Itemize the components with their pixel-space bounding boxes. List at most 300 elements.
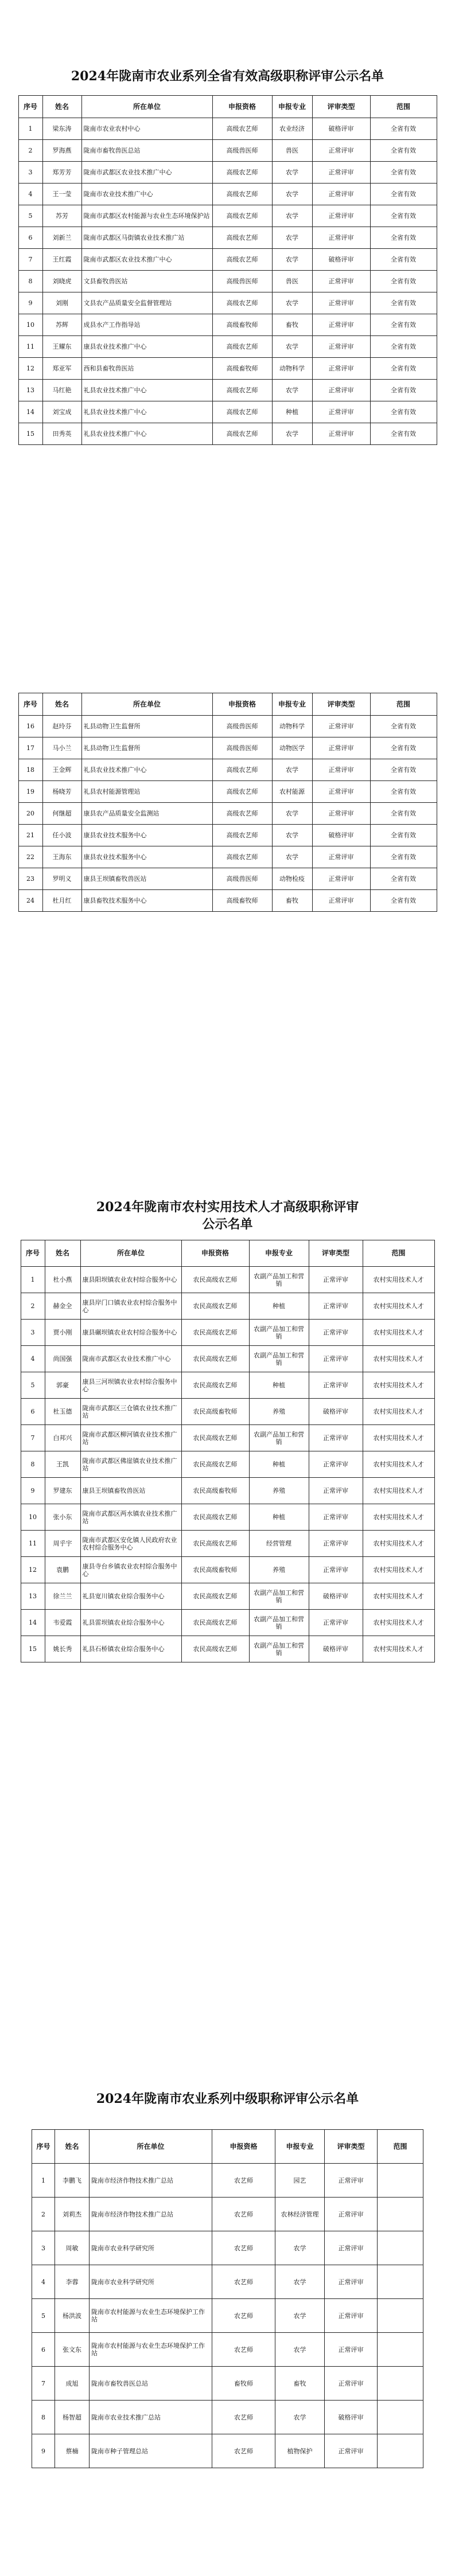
table-cell: 陇南市武都区农业技术推广中心: [80, 1346, 181, 1372]
table-cell: 陇南市武都区农村能源与农业生态环境保护站: [81, 205, 212, 227]
table-cell: 农副产品加工和营销: [249, 1583, 309, 1610]
table-row: [21, 1320, 434, 1346]
table-cell: 农村实用技术人才: [363, 1451, 434, 1478]
table-row: [18, 118, 437, 140]
table-cell: 破格评审: [312, 249, 370, 271]
table-cell: 王耀东: [42, 336, 81, 358]
column-header: 序号: [18, 693, 42, 716]
table-cell: 全省有效: [370, 781, 437, 803]
table-cell: 全省有效: [370, 292, 437, 314]
table-cell: 农村实用技术人才: [363, 1636, 434, 1662]
table-row: [21, 1478, 434, 1504]
column-header: 评审类型: [325, 2130, 378, 2164]
table-cell: 农副产品加工和营销: [249, 1346, 309, 1372]
table-cell: 苏芳: [42, 205, 81, 227]
table-cell: 种植: [249, 1293, 309, 1320]
table-cell: 2: [32, 2198, 55, 2231]
table-cell: 正常评审: [309, 1372, 363, 1399]
table-cell: 正常评审: [312, 380, 370, 401]
table-row: [32, 2231, 423, 2265]
table-cell: 农民高级农艺师: [181, 1504, 249, 1531]
section4-header-row: [32, 2130, 423, 2164]
table-cell: 贾小刚: [45, 1320, 80, 1346]
column-header: 申报专业: [272, 96, 312, 118]
table-cell: 畜牧: [272, 314, 312, 336]
table-cell: 农副产品加工和营销: [249, 1610, 309, 1636]
table-cell: 18: [18, 759, 42, 781]
table-cell: 赵玲芬: [42, 716, 81, 737]
table-row: [21, 1610, 434, 1636]
table-cell: 康县岸门口镇农业农村综合服务中心: [80, 1293, 181, 1320]
table-cell: 农民高级农艺师: [181, 1372, 249, 1399]
table-cell: 礼县宽川镇农业综合服务中心: [80, 1583, 181, 1610]
table-cell: 农民高级农艺师: [181, 1610, 249, 1636]
table-cell: 全省有效: [370, 118, 437, 140]
table-cell: 康县寺台乡镇农业农村综合服务中心: [80, 1557, 181, 1583]
table-cell: 正常评审: [312, 759, 370, 781]
table-cell: 正常评审: [312, 846, 370, 868]
table-cell: 破格评审: [312, 118, 370, 140]
table-cell: 正常评审: [309, 1557, 363, 1583]
table-cell: 5: [21, 1372, 45, 1399]
table-cell: 西和县畜牧兽医站: [81, 358, 212, 380]
table-cell: 正常评审: [312, 890, 370, 912]
table-cell: 动物科学: [272, 358, 312, 380]
table-cell: 全省有效: [370, 380, 437, 401]
table-cell: 杨晓芳: [42, 781, 81, 803]
column-header: 所在单位: [81, 693, 212, 716]
table-cell: 农副产品加工和营销: [249, 1320, 309, 1346]
table-cell: 正常评审: [312, 868, 370, 890]
table-cell: 农副产品加工和营销: [249, 1636, 309, 1662]
table-cell: 高级畜牧师: [212, 358, 272, 380]
table-cell: 农村能源: [272, 781, 312, 803]
section4-title: 2024年陇南市农业系列中级职称评审公示名单: [96, 2091, 359, 2106]
column-header: 申报资格: [181, 1240, 249, 1267]
table-cell: 农村实用技术人才: [363, 1425, 434, 1451]
table-row: [21, 1372, 434, 1399]
table-cell: 农学: [275, 2231, 325, 2265]
table-cell: 12: [21, 1557, 45, 1583]
table-row: [18, 781, 437, 803]
table-cell: 23: [18, 868, 42, 890]
table-cell: 高级农艺师: [212, 336, 272, 358]
table-cell: 王一莹: [42, 184, 81, 205]
table-cell: 高级兽医师: [212, 716, 272, 737]
table-cell: 农民高级畜牧师: [181, 1557, 249, 1583]
column-header: 序号: [18, 96, 42, 118]
table-cell: 农村实用技术人才: [363, 1610, 434, 1636]
section1-title: 2024年陇南市农业系列全省有效高级职称评审公示名单: [71, 69, 384, 84]
table-cell: 农村实用技术人才: [363, 1372, 434, 1399]
table-cell: 农副产品加工和营销: [249, 1267, 309, 1293]
table-cell: 正常评审: [312, 358, 370, 380]
table-cell: 周敏: [55, 2231, 90, 2265]
table-cell: 郑芳芳: [42, 162, 81, 184]
table-cell: 刘刚: [42, 292, 81, 314]
table-cell: 陇南市农村能源与农业生态环境保护工作站: [90, 2333, 212, 2367]
table-cell: 周乎宇: [45, 1531, 80, 1557]
table-cell: 全省有效: [370, 205, 437, 227]
section3-title-line2: 公示名单: [202, 1217, 253, 1232]
table-row: [21, 1267, 434, 1293]
table-cell: 正常评审: [325, 2265, 378, 2299]
table-row: [18, 314, 437, 336]
table-cell: 全省有效: [370, 249, 437, 271]
table-cell: 刘宝成: [42, 401, 81, 423]
table-cell: 农民高级农艺师: [181, 1320, 249, 1346]
table-cell: 农学: [272, 336, 312, 358]
table-row: [18, 140, 437, 162]
section1-table: [18, 95, 437, 445]
column-header: 序号: [32, 2130, 55, 2164]
table-cell: 文县畜牧兽医站: [81, 271, 212, 292]
table-cell: 畜牧师: [212, 2367, 275, 2401]
table-cell: 杜小燕: [45, 1267, 80, 1293]
table-cell: 破格评审: [312, 825, 370, 846]
table-cell: 礼县动物卫生监督所: [81, 737, 212, 759]
table-cell: 正常评审: [309, 1320, 363, 1346]
table-cell: 陇南市武都区三仓镇农业技术推广站: [80, 1399, 181, 1425]
table-cell: 罗建东: [45, 1478, 80, 1504]
table-cell: 农艺师: [212, 2231, 275, 2265]
table-cell: 农艺师: [212, 2164, 275, 2198]
table-row: [21, 1425, 434, 1451]
table-cell: 正常评审: [309, 1267, 363, 1293]
table-cell: 2: [21, 1293, 45, 1320]
table-cell: 兽医: [272, 140, 312, 162]
table-cell: 3: [21, 1320, 45, 1346]
table-cell: 正常评审: [309, 1346, 363, 1372]
table-cell: 康县阳坝镇农业农村综合服务中心: [80, 1267, 181, 1293]
table-cell: 农学: [272, 846, 312, 868]
table-cell: 全省有效: [370, 401, 437, 423]
table-cell: 9: [18, 292, 42, 314]
table-cell: 11: [21, 1531, 45, 1557]
table-cell: 农民高级农艺师: [181, 1636, 249, 1662]
table-cell: 农学: [272, 423, 312, 445]
table-cell: 15: [18, 423, 42, 445]
table-cell: 4: [18, 184, 42, 205]
table-cell: 礼县农业技术推广中心: [81, 401, 212, 423]
table-row: [32, 2299, 423, 2333]
table-cell: 13: [21, 1583, 45, 1610]
table-cell: 高级兽医师: [212, 737, 272, 759]
table-cell: 礼县农业技术推广中心: [81, 759, 212, 781]
table-cell: 植物保护: [275, 2434, 325, 2468]
table-cell: 正常评审: [325, 2299, 378, 2333]
table-cell: 康县王坝镇畜牧兽医站: [81, 868, 212, 890]
table-cell: 1: [32, 2164, 55, 2198]
table-row: [21, 1451, 434, 1478]
table-cell: 康县农业技术服务中心: [81, 825, 212, 846]
table-cell: 高级农艺师: [212, 781, 272, 803]
table-row: [21, 1557, 434, 1583]
table-row: [18, 205, 437, 227]
table-cell: 全省有效: [370, 271, 437, 292]
table-cell: 陇南市农村能源与农业生态环境保护工作站: [90, 2299, 212, 2333]
table-cell: 农民高级农艺师: [181, 1267, 249, 1293]
table-cell: 园艺: [275, 2164, 325, 2198]
table-cell: 农民高级畜牧师: [181, 1478, 249, 1504]
table-cell: 1: [18, 118, 42, 140]
table-row: [32, 2265, 423, 2299]
table-cell: [378, 2333, 423, 2367]
table-cell: 陇南市畜牧兽医总站: [90, 2367, 212, 2401]
table-cell: 12: [18, 358, 42, 380]
table-cell: 高级农艺师: [212, 380, 272, 401]
table-cell: 礼县雷坝镇农业综合服务中心: [80, 1610, 181, 1636]
table-cell: 高级兽医师: [212, 140, 272, 162]
section2-table: [18, 693, 437, 912]
table-cell: [378, 2401, 423, 2434]
table-cell: 7: [32, 2367, 55, 2401]
table-cell: 康县三河坝镇农业农村综合服务中心: [80, 1372, 181, 1399]
table-cell: 徐兰兰: [45, 1583, 80, 1610]
table-cell: 破格评审: [309, 1399, 363, 1425]
table-cell: 种植: [249, 1451, 309, 1478]
table-cell: 农艺师: [212, 2434, 275, 2468]
section1-body: [18, 118, 437, 445]
table-cell: 正常评审: [312, 336, 370, 358]
table-cell: 李蓉: [55, 2265, 90, 2299]
table-cell: 礼县农业技术推广中心: [81, 380, 212, 401]
column-header: 评审类型: [312, 96, 370, 118]
column-header: 评审类型: [312, 693, 370, 716]
table-cell: 梁东涛: [42, 118, 81, 140]
table-row: [18, 184, 437, 205]
table-cell: 全省有效: [370, 314, 437, 336]
table-cell: 农学: [272, 162, 312, 184]
table-cell: 农学: [272, 380, 312, 401]
table-cell: 全省有效: [370, 716, 437, 737]
table-cell: 农村实用技术人才: [363, 1320, 434, 1346]
table-cell: 21: [18, 825, 42, 846]
section3-title-line1: 2024年陇南市农村实用技术人才高级职称评审: [96, 1200, 359, 1215]
table-cell: 礼县石桥镇农业综合服务中心: [80, 1636, 181, 1662]
table-cell: 农民高级农艺师: [181, 1346, 249, 1372]
table-cell: 白邦兴: [45, 1425, 80, 1451]
table-cell: 高级农艺师: [212, 825, 272, 846]
table-cell: 马红艳: [42, 380, 81, 401]
section-senior-agriculture-continued: [0, 693, 455, 912]
table-cell: 郭豪: [45, 1372, 80, 1399]
table-cell: 全省有效: [370, 423, 437, 445]
table-cell: 6: [18, 227, 42, 249]
table-cell: 正常评审: [312, 184, 370, 205]
table-cell: [378, 2198, 423, 2231]
column-header: 范围: [370, 693, 437, 716]
table-cell: 动物医学: [272, 737, 312, 759]
table-cell: 何继超: [42, 803, 81, 825]
table-cell: 正常评审: [325, 2367, 378, 2401]
table-cell: 姚长秀: [45, 1636, 80, 1662]
table-cell: 王金辉: [42, 759, 81, 781]
table-cell: 高级农艺师: [212, 184, 272, 205]
table-cell: 陇南市畜牧兽医总站: [81, 140, 212, 162]
table-cell: 农学: [275, 2401, 325, 2434]
table-cell: 全省有效: [370, 184, 437, 205]
table-cell: 陇南市农业技术推广总站: [90, 2401, 212, 2434]
column-header: 评审类型: [309, 1240, 363, 1267]
table-cell: 全省有效: [370, 803, 437, 825]
table-cell: 15: [21, 1636, 45, 1662]
column-header: 姓名: [42, 96, 81, 118]
table-row: [18, 292, 437, 314]
table-cell: 正常评审: [325, 2434, 378, 2468]
table-cell: 农村实用技术人才: [363, 1531, 434, 1557]
table-cell: 17: [18, 737, 42, 759]
table-cell: 20: [18, 803, 42, 825]
table-cell: 8: [18, 271, 42, 292]
table-row: [18, 162, 437, 184]
column-header: 序号: [21, 1240, 45, 1267]
table-cell: 农村实用技术人才: [363, 1293, 434, 1320]
table-cell: 全省有效: [370, 358, 437, 380]
table-row: [18, 759, 437, 781]
table-cell: 张文东: [55, 2333, 90, 2367]
table-cell: 农艺师: [212, 2333, 275, 2367]
table-cell: [378, 2367, 423, 2401]
section3-body: [21, 1267, 434, 1662]
table-cell: 农民高级农艺师: [181, 1531, 249, 1557]
table-row: [18, 423, 437, 445]
table-cell: 陇南市经济作物技术推广总站: [90, 2164, 212, 2198]
table-cell: 破格评审: [309, 1583, 363, 1610]
table-row: [18, 271, 437, 292]
table-row: [18, 825, 437, 846]
table-cell: 农业经济: [272, 118, 312, 140]
table-cell: 高级农艺师: [212, 249, 272, 271]
table-cell: [378, 2265, 423, 2299]
section2-body: [18, 716, 437, 912]
section3-header-row: [21, 1240, 434, 1267]
column-header: 所在单位: [90, 2130, 212, 2164]
table-cell: 农村实用技术人才: [363, 1346, 434, 1372]
table-cell: 农村实用技术人才: [363, 1557, 434, 1583]
table-cell: 3: [18, 162, 42, 184]
section2-header-row: [18, 693, 437, 716]
table-cell: 农民高级农艺师: [181, 1451, 249, 1478]
table-cell: 李鹏飞: [55, 2164, 90, 2198]
table-cell: 正常评审: [309, 1504, 363, 1531]
table-cell: 高级农艺师: [212, 292, 272, 314]
column-header: 申报专业: [275, 2130, 325, 2164]
column-header: 姓名: [42, 693, 81, 716]
table-cell: 6: [21, 1399, 45, 1425]
table-cell: 种植: [249, 1504, 309, 1531]
table-cell: 正常评审: [309, 1531, 363, 1557]
table-cell: 正常评审: [312, 292, 370, 314]
table-cell: 农学: [275, 2265, 325, 2299]
table-cell: 杨智超: [55, 2401, 90, 2434]
column-header: 范围: [378, 2130, 423, 2164]
table-cell: 韦爱霞: [45, 1610, 80, 1636]
table-cell: 高级农艺师: [212, 205, 272, 227]
table-row: [32, 2401, 423, 2434]
table-cell: 高级畜牧师: [212, 314, 272, 336]
table-cell: [378, 2231, 423, 2265]
table-cell: 畜牧: [275, 2367, 325, 2401]
table-cell: 农学: [272, 759, 312, 781]
table-cell: 7: [18, 249, 42, 271]
table-row: [18, 401, 437, 423]
table-cell: 24: [18, 890, 42, 912]
table-cell: 陇南市农业技术推广中心: [81, 184, 212, 205]
table-cell: 杜玉德: [45, 1399, 80, 1425]
table-cell: 正常评审: [312, 716, 370, 737]
table-cell: 礼县农业技术推广中心: [81, 423, 212, 445]
table-row: [18, 358, 437, 380]
table-cell: 全省有效: [370, 336, 437, 358]
table-cell: 高级畜牧师: [212, 890, 272, 912]
table-cell: 陇南市武都区马街镇农业技术推广站: [81, 227, 212, 249]
table-row: [18, 846, 437, 868]
section-rural-practical-talent: [0, 1199, 455, 1662]
table-cell: 文县农产品质量安全监督管理站: [81, 292, 212, 314]
table-cell: 5: [32, 2299, 55, 2333]
table-cell: 14: [18, 401, 42, 423]
table-cell: 9: [21, 1478, 45, 1504]
table-cell: 康县畜牧技术服务中心: [81, 890, 212, 912]
table-cell: 4: [32, 2265, 55, 2299]
table-cell: 高级农艺师: [212, 162, 272, 184]
table-cell: 陇南市武都区安化镇人民政府农业农村综合服务中心: [80, 1531, 181, 1557]
table-cell: 正常评审: [325, 2333, 378, 2367]
table-cell: 尚国强: [45, 1346, 80, 1372]
section-intermediate-agriculture: [0, 2090, 455, 2468]
table-cell: 陇南市经济作物技术推广总站: [90, 2198, 212, 2231]
table-cell: 成旭: [55, 2367, 90, 2401]
table-cell: 14: [21, 1610, 45, 1636]
table-cell: 农艺师: [212, 2401, 275, 2434]
table-cell: 全省有效: [370, 825, 437, 846]
table-cell: 兽医: [272, 271, 312, 292]
table-cell: 陇南市农业科学研究所: [90, 2231, 212, 2265]
table-row: [21, 1399, 434, 1425]
table-cell: 农村实用技术人才: [363, 1504, 434, 1531]
table-cell: 正常评审: [309, 1610, 363, 1636]
table-cell: 杨洪波: [55, 2299, 90, 2333]
table-cell: 16: [18, 716, 42, 737]
column-header: 姓名: [55, 2130, 90, 2164]
table-cell: 农村实用技术人才: [363, 1478, 434, 1504]
table-cell: 全省有效: [370, 737, 437, 759]
section-senior-agriculture: [0, 68, 455, 445]
table-cell: 刘莉杰: [55, 2198, 90, 2231]
column-header: 所在单位: [80, 1240, 181, 1267]
table-cell: 马小兰: [42, 737, 81, 759]
column-header: 申报资格: [212, 693, 272, 716]
column-header: 范围: [370, 96, 437, 118]
column-header: 申报资格: [212, 96, 272, 118]
table-cell: 康县农业技术服务中心: [81, 846, 212, 868]
table-cell: 康县王坝镇畜牧兽医站: [80, 1478, 181, 1504]
table-cell: 赫金全: [45, 1293, 80, 1320]
table-cell: 破格评审: [325, 2401, 378, 2434]
table-cell: 农艺师: [212, 2299, 275, 2333]
table-cell: 袁鹏: [45, 1557, 80, 1583]
table-row: [18, 716, 437, 737]
table-cell: 8: [21, 1451, 45, 1478]
table-row: [32, 2333, 423, 2367]
table-cell: 农学: [272, 205, 312, 227]
table-cell: 刘晓虎: [42, 271, 81, 292]
section4-table: [32, 2129, 423, 2468]
table-row: [21, 1293, 434, 1320]
table-cell: 正常评审: [312, 227, 370, 249]
table-cell: 种植: [272, 401, 312, 423]
